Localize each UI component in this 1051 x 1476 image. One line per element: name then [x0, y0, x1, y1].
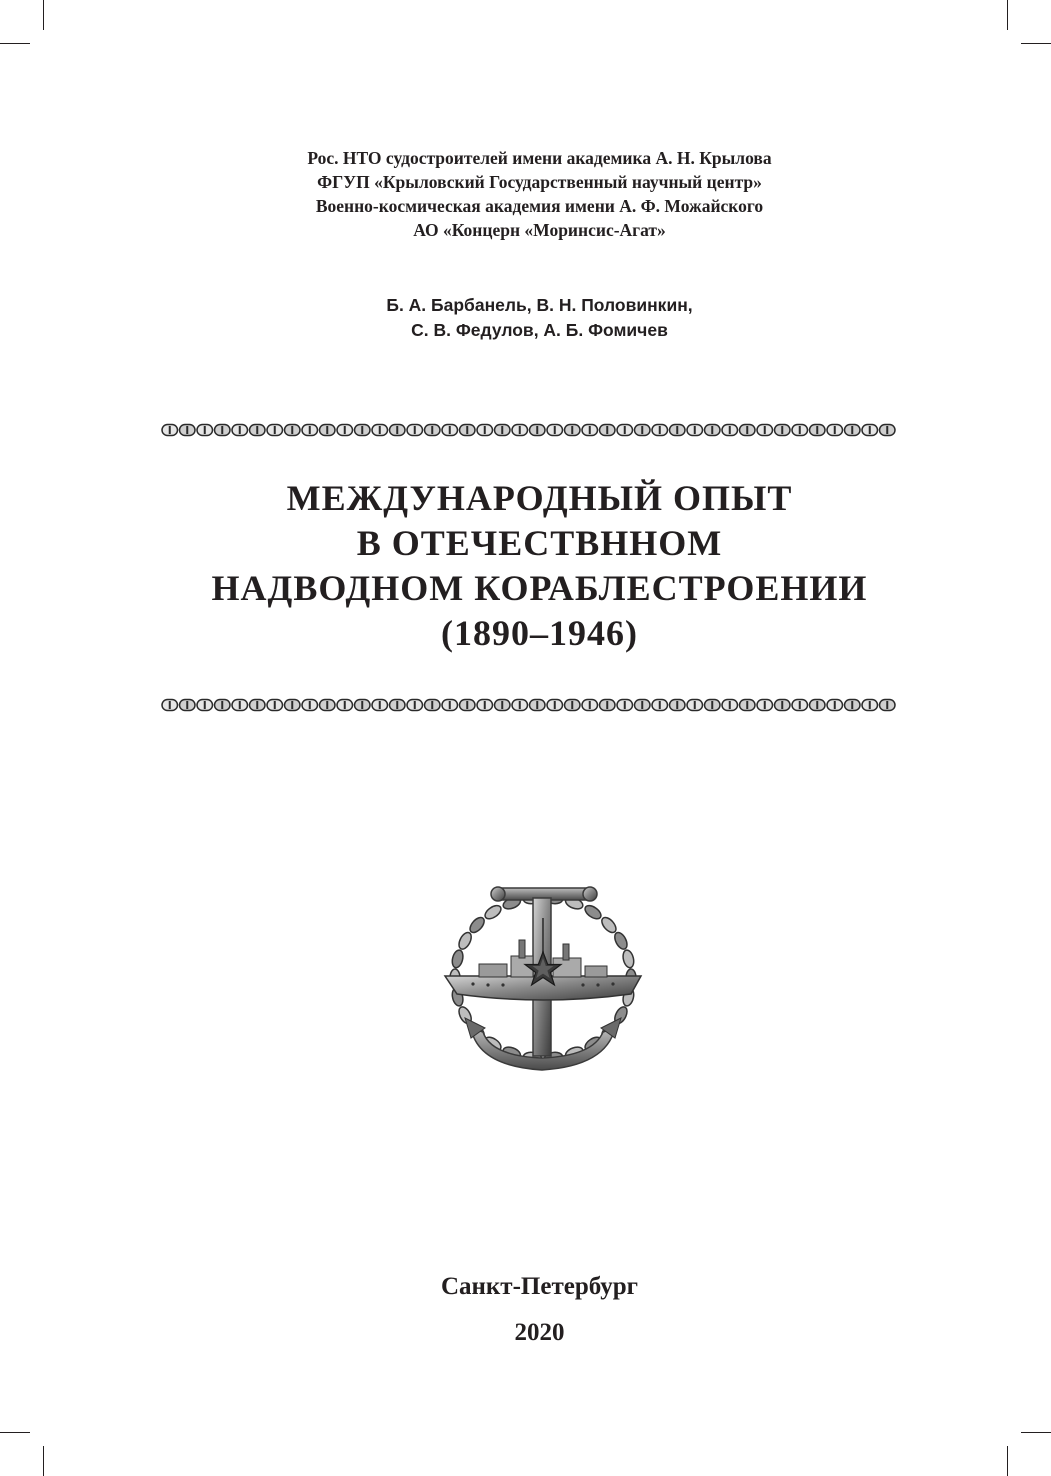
chain-link — [757, 425, 773, 436]
authors-block — [0, 293, 1051, 343]
chain-link — [267, 700, 283, 711]
chain-link — [162, 425, 178, 436]
chain-link — [845, 425, 861, 436]
emblem-chain-link — [456, 931, 473, 952]
chain-link — [512, 425, 528, 436]
chain-link — [792, 700, 808, 711]
chain-link — [232, 700, 248, 711]
chain-link — [197, 700, 213, 711]
chain-link — [162, 700, 178, 711]
chain-link — [827, 700, 843, 711]
chain-link — [547, 425, 563, 436]
chain-link — [775, 700, 791, 711]
chain-link — [512, 700, 528, 711]
organization-line: Военно-космическая академия имени А. Ф. Можайского — [315, 196, 764, 216]
chain-link — [635, 700, 651, 711]
chain-link — [302, 425, 318, 436]
chain-link — [582, 425, 598, 436]
chain-link — [477, 425, 493, 436]
chain-link — [460, 700, 476, 711]
chain-link — [495, 425, 511, 436]
chain-link — [687, 425, 703, 436]
chain-link — [565, 700, 581, 711]
chain-link — [372, 700, 388, 711]
chain-link — [862, 700, 878, 711]
chain-link — [372, 425, 388, 436]
chain-link — [705, 425, 721, 436]
chain-link — [320, 425, 336, 436]
chain-link — [337, 700, 353, 711]
chain-link — [722, 700, 738, 711]
chain-link — [722, 425, 738, 436]
chain-link — [670, 700, 686, 711]
chain-link — [670, 425, 686, 436]
chain-link — [862, 425, 878, 436]
chain-link — [810, 700, 826, 711]
organizations-block — [0, 146, 1051, 242]
emblem-chain-link — [483, 903, 503, 921]
title-line: В ОТЕЧЕСТВННОМ — [356, 523, 723, 563]
crop-mark-top-left-v — [43, 0, 44, 30]
chain-link — [425, 700, 441, 711]
chain-link — [827, 425, 843, 436]
chain-link — [600, 700, 616, 711]
chain-link — [407, 425, 423, 436]
imprint-city: Санкт-Петербург — [440, 1273, 639, 1300]
imprint-year: 2020 — [514, 1319, 565, 1346]
chain-link — [337, 425, 353, 436]
authors-line: Б. А. Барбанель, В. Н. Половинкин, — [386, 295, 693, 315]
chain-link — [425, 425, 441, 436]
chain-link — [460, 425, 476, 436]
chain-link — [320, 700, 336, 711]
chain-link — [880, 700, 896, 711]
chain-link — [845, 700, 861, 711]
chain-divider-top — [160, 422, 913, 438]
crop-mark-bottom-right-v — [1007, 1446, 1008, 1476]
authors-line: С. В. Федулов, А. Б. Фомичев — [411, 320, 668, 340]
chain-link — [285, 700, 301, 711]
chain-link — [215, 700, 231, 711]
chain-link — [495, 700, 511, 711]
crop-mark-bottom-right-h — [1021, 1432, 1051, 1433]
chain-link — [215, 425, 231, 436]
chain-link — [267, 425, 283, 436]
book-title — [0, 476, 1051, 656]
chain-link — [477, 700, 493, 711]
chain-link — [442, 425, 458, 436]
emblem-chain-link — [583, 903, 603, 921]
anchor-ship-badge-icon — [443, 878, 643, 1083]
chain-link — [547, 700, 563, 711]
crop-mark-top-right-v — [1007, 0, 1008, 30]
chain-link — [355, 425, 371, 436]
chain-link — [652, 700, 668, 711]
chain-link — [180, 425, 196, 436]
chain-link — [197, 425, 213, 436]
chain-link — [180, 700, 196, 711]
chain-link — [285, 425, 301, 436]
organization-line: АО «Концерн «Моринсис-Агат» — [413, 220, 666, 240]
chain-link — [530, 425, 546, 436]
chain-link — [302, 700, 318, 711]
chain-link — [740, 425, 756, 436]
chain-link — [775, 425, 791, 436]
emblem-chain-link — [612, 931, 629, 952]
emblem-chain-link — [451, 949, 465, 969]
chain-link — [635, 425, 651, 436]
crop-mark-top-right-h — [1021, 43, 1051, 44]
organization-line: ФГУП «Крыловский Государственный научный центр» — [317, 172, 762, 192]
chain-link — [390, 425, 406, 436]
chain-link — [617, 425, 633, 436]
chain-link — [810, 425, 826, 436]
chain-link — [582, 700, 598, 711]
chain-link — [407, 700, 423, 711]
crop-mark-bottom-left-v — [43, 1446, 44, 1476]
chain-link — [250, 700, 266, 711]
emblem-chain-link — [467, 915, 486, 935]
chain-link — [232, 425, 248, 436]
chain-link — [600, 425, 616, 436]
emblem-chain-link — [621, 949, 635, 969]
chain-link — [792, 425, 808, 436]
chain-link — [442, 700, 458, 711]
crop-mark-bottom-left-h — [0, 1432, 30, 1433]
chain-link — [705, 700, 721, 711]
chain-link — [565, 425, 581, 436]
title-line: НАДВОДНОМ КОРАБЛЕСТРОЕНИИ — [211, 568, 868, 608]
chain-link — [652, 425, 668, 436]
chain-link — [687, 700, 703, 711]
chain-link — [617, 700, 633, 711]
chain-link — [757, 700, 773, 711]
chain-link — [250, 425, 266, 436]
chain-link — [530, 700, 546, 711]
chain-link — [355, 700, 371, 711]
chain-divider-bottom — [160, 697, 913, 713]
title-line: МЕЖДУНАРОДНЫЙ ОПЫТ — [286, 478, 793, 518]
crop-mark-top-left-h — [0, 43, 30, 44]
emblem-chain-link — [599, 915, 618, 935]
chain-link — [880, 425, 896, 436]
title-line-years: (1890–1946) — [441, 613, 638, 653]
chain-link — [740, 700, 756, 711]
chain-link — [390, 700, 406, 711]
organization-line: Рос. НТО судостроителей имени академика А. Н. Крылова — [307, 148, 772, 168]
